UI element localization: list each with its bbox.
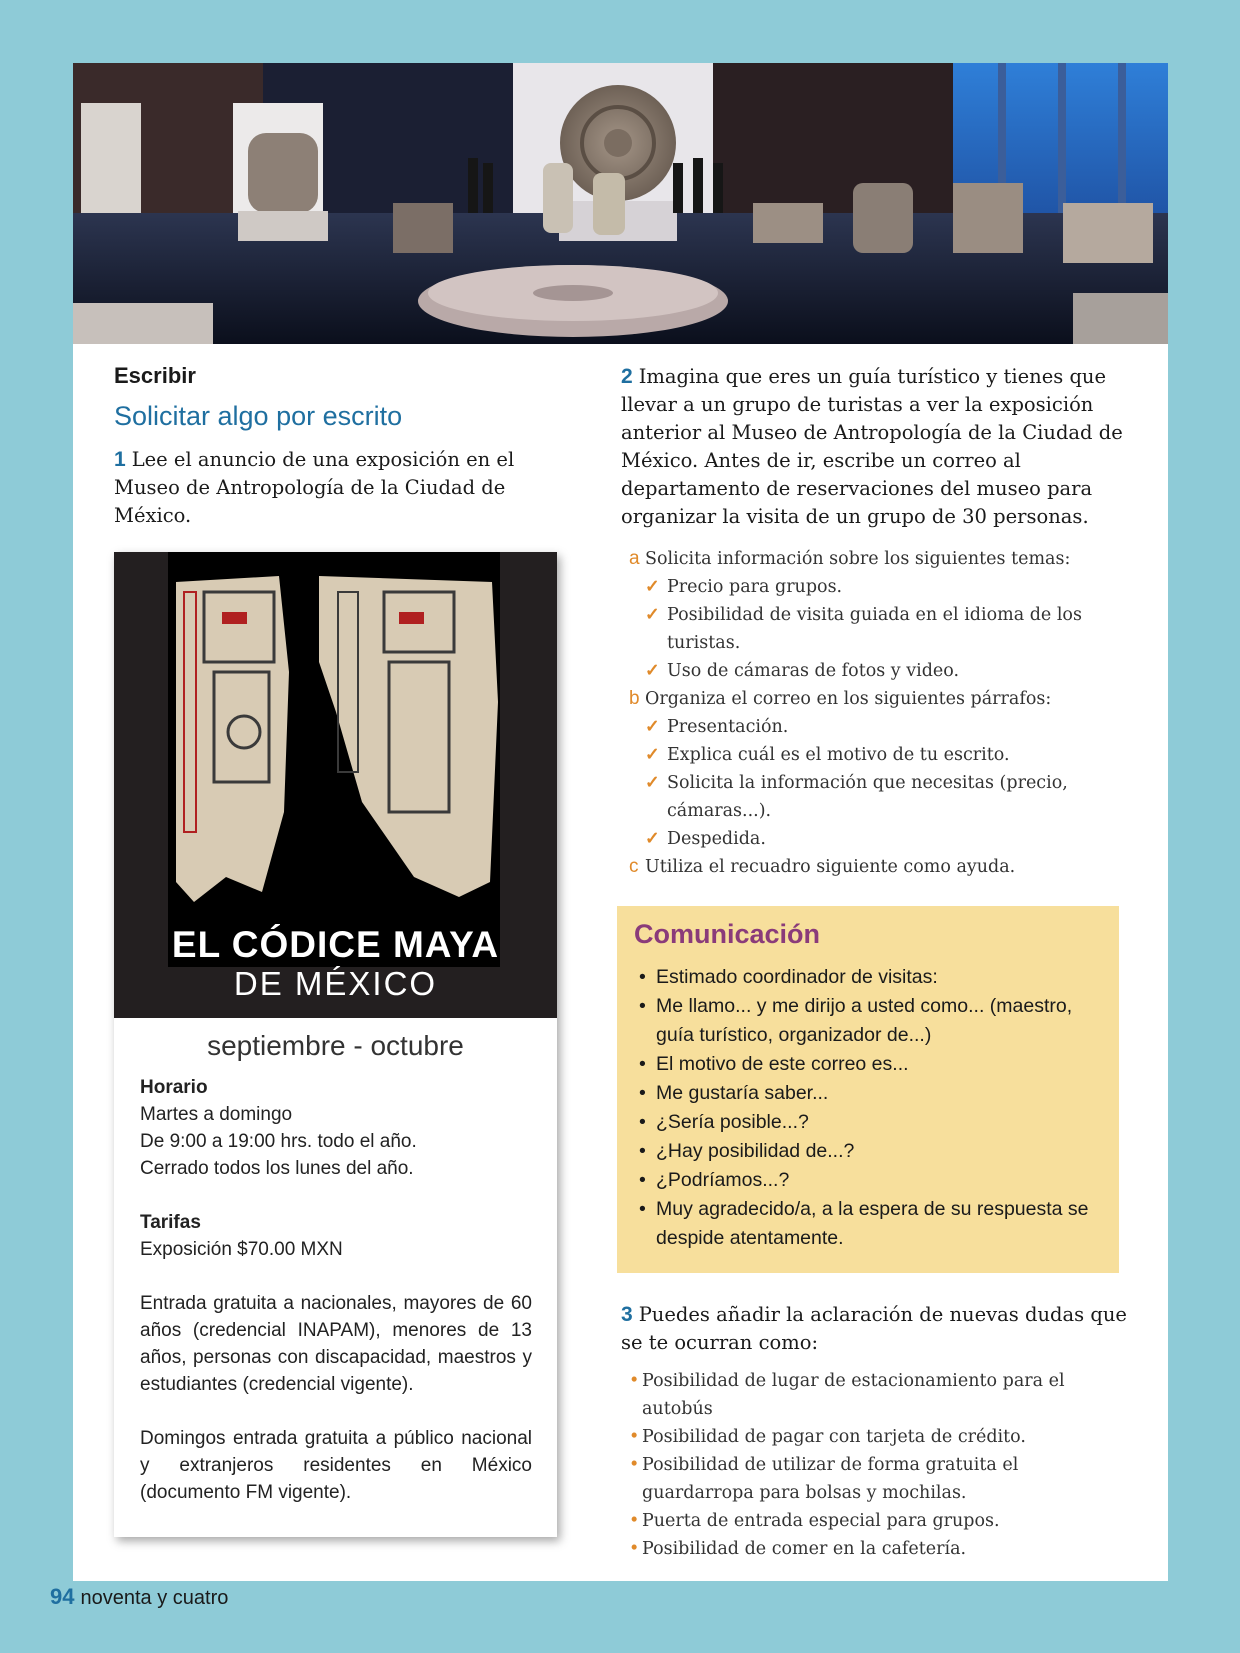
- horario-line: Cerrado todos los lunes del año.: [140, 1158, 414, 1179]
- phrase-text: El motivo de este correo es...: [656, 1053, 909, 1075]
- check-item: [645, 573, 1131, 601]
- check-text: Uso de cámaras de fotos y video.: [667, 661, 960, 681]
- poster-title-line2: DE MÉXICO: [233, 965, 438, 1002]
- task-item: [629, 685, 1131, 853]
- checkmark-icon: ✓: [645, 773, 660, 793]
- check-text: Presentación.: [667, 717, 789, 737]
- extra-text: Posibilidad de lugar de estacionamiento para el autobús: [642, 1371, 1065, 1419]
- phrase-item: • ¿Hay posibilidad de...?: [639, 1140, 855, 1162]
- phrase-item: • ¿Sería posible...?: [639, 1111, 809, 1133]
- question-3-number: 3: [621, 1303, 633, 1326]
- checkmark-icon: ✓: [645, 745, 660, 765]
- check-item: [645, 657, 1131, 685]
- check-text: Explica cuál es el motivo de tu escrito.: [667, 745, 1010, 765]
- phrase-text: Estimado coordinador de visitas:: [656, 966, 938, 988]
- horario-line: De 9:00 a 19:00 hrs. todo el año.: [140, 1131, 417, 1152]
- page-number-words: noventa y cuatro: [80, 1587, 229, 1609]
- museum-hall-illustration: [73, 63, 1168, 344]
- phrase-text: Me gustaría saber...: [656, 1082, 829, 1104]
- exhibition-poster: [114, 552, 557, 1537]
- task-letter: a: [629, 548, 640, 569]
- check-item: [645, 601, 1131, 657]
- check-text: Posibilidad de visita guiada en el idioma de los turistas.: [667, 605, 1082, 653]
- task-letter: b: [629, 688, 640, 709]
- check-text: Despedida.: [667, 829, 766, 849]
- check-list: [645, 573, 1131, 685]
- tarifas-line: Exposición $70.00 MXN: [140, 1239, 343, 1260]
- question-2: [621, 363, 1131, 531]
- extra-text: Puerta de entrada especial para grupos.: [642, 1511, 1000, 1531]
- extra-text: Posibilidad de utilizar de forma gratuita el guardarropa para bolsas y mochilas.: [642, 1455, 1019, 1503]
- question-1-text: Lee el anuncio de una exposición en el Museo de Antropología de la Ciudad de México.: [114, 448, 515, 527]
- task-letter: c: [629, 856, 639, 877]
- page-footer: [50, 1584, 228, 1610]
- sunday-entry-text: Domingos entrada gratuita a público nacional y extranjeros residentes en México (documento FM vigente).: [140, 1428, 532, 1503]
- check-list: [645, 713, 1131, 853]
- poster-title-line1: EL CÓDICE MAYA: [171, 924, 500, 965]
- phrase-item: • Me gustaría saber...: [639, 1082, 829, 1104]
- communication-box: [617, 906, 1119, 1273]
- extra-item: • Posibilidad de comer en la cafetería.: [629, 1539, 967, 1559]
- task-item: [629, 853, 1131, 881]
- phrase-item: • ¿Podríamos...?: [639, 1169, 790, 1191]
- extra-text: Posibilidad de pagar con tarjeta de crédito.: [642, 1427, 1026, 1447]
- poster-header: [114, 552, 557, 1018]
- question-3-text: Puedes añadir la aclaración de nuevas dudas que se te ocurran como:: [621, 1303, 1127, 1354]
- question-2-number: 2: [621, 365, 633, 388]
- checkmark-icon: ✓: [645, 577, 660, 597]
- task-text: Organiza el correo en los siguientes párrafos:: [645, 689, 1052, 709]
- question-3-block: [621, 1301, 1131, 1563]
- extra-questions-list: [629, 1367, 1131, 1563]
- horario-heading: Horario: [140, 1077, 208, 1098]
- phrase-text: Me llamo... y me dirijo a usted como... (maestro, guía turístico, organizador de...): [656, 995, 1073, 1046]
- checkmark-icon: ✓: [645, 829, 660, 849]
- extra-item: • Posibilidad de utilizar de forma gratuita el guardarropa para bolsas y mochilas.: [629, 1455, 1019, 1503]
- checkmark-icon: ✓: [645, 605, 660, 625]
- task-list: [629, 545, 1131, 881]
- communication-title: Comunicación: [634, 919, 821, 949]
- section-title: Solicitar algo por escrito: [114, 401, 403, 431]
- phrase-text: ¿Sería posible...?: [656, 1111, 809, 1133]
- question-2-text: Imagina que eres un guía turístico y tienes que llevar a un grupo de turistas a ver la exposición anterior al Museo de Antropología de la Ciudad de México. Antes de ir, escribe un correo al departamento de reservaciones del museo para organizar la visita de un grupo de 30 personas.: [621, 365, 1123, 528]
- task-item: [629, 545, 1131, 685]
- phrase-item: • Me llamo... y me dirijo a usted como... (maestro, guía turístico, organizador de...): [639, 995, 1073, 1046]
- task-text: Solicita información sobre los siguientes temas:: [645, 549, 1071, 569]
- page-number: 94: [50, 1584, 75, 1609]
- page: [73, 63, 1168, 1581]
- phrase-item: • Estimado coordinador de visitas:: [639, 966, 938, 988]
- extra-text: Posibilidad de comer en la cafetería.: [642, 1539, 967, 1559]
- poster-dates: septiembre - octubre: [207, 1030, 464, 1061]
- phrase-text: ¿Podríamos...?: [656, 1169, 790, 1191]
- question-1: [114, 446, 559, 530]
- check-item: [645, 825, 1131, 853]
- checkmark-icon: ✓: [645, 717, 660, 737]
- check-text: Solicita la información que necesitas (precio, cámaras...).: [667, 773, 1068, 821]
- question-3: [621, 1301, 1131, 1357]
- extra-item: • Posibilidad de lugar de estacionamiento para el autobús: [629, 1371, 1065, 1419]
- right-column: [621, 363, 1131, 881]
- phrase-text: ¿Hay posibilidad de...?: [656, 1140, 855, 1162]
- phrase-item: • El motivo de este correo es...: [639, 1053, 909, 1075]
- museum-banner-photo: [73, 63, 1168, 344]
- extra-item: • Puerta de entrada especial para grupos.: [629, 1511, 1000, 1531]
- left-column: [114, 363, 559, 1537]
- section-label: Escribir: [114, 363, 196, 388]
- extra-item: • Posibilidad de pagar con tarjeta de crédito.: [629, 1427, 1026, 1447]
- tarifas-heading: Tarifas: [140, 1212, 201, 1233]
- free-entry-text: Entrada gratuita a nacionales, mayores de 60 años (credencial INAPAM), menores de 13 años, personas con discapacidad, maestros y estudiantes (credencial vigente).: [140, 1293, 532, 1395]
- question-1-number: 1: [114, 448, 126, 471]
- checkmark-icon: ✓: [645, 661, 660, 681]
- check-text: Precio para grupos.: [667, 577, 843, 597]
- check-item: [645, 741, 1131, 769]
- task-text: Utiliza el recuadro siguiente como ayuda.: [645, 857, 1016, 877]
- phrase-item: • Muy agradecido/a, a la espera de su respuesta se despide atentamente.: [639, 1198, 1089, 1249]
- horario-line: Martes a domingo: [140, 1104, 293, 1125]
- communication-list: [639, 963, 1099, 1253]
- check-item: [645, 769, 1131, 825]
- phrase-text: Muy agradecido/a, a la espera de su respuesta se despide atentamente.: [656, 1198, 1089, 1249]
- poster-info: [140, 1074, 532, 1506]
- check-item: [645, 713, 1131, 741]
